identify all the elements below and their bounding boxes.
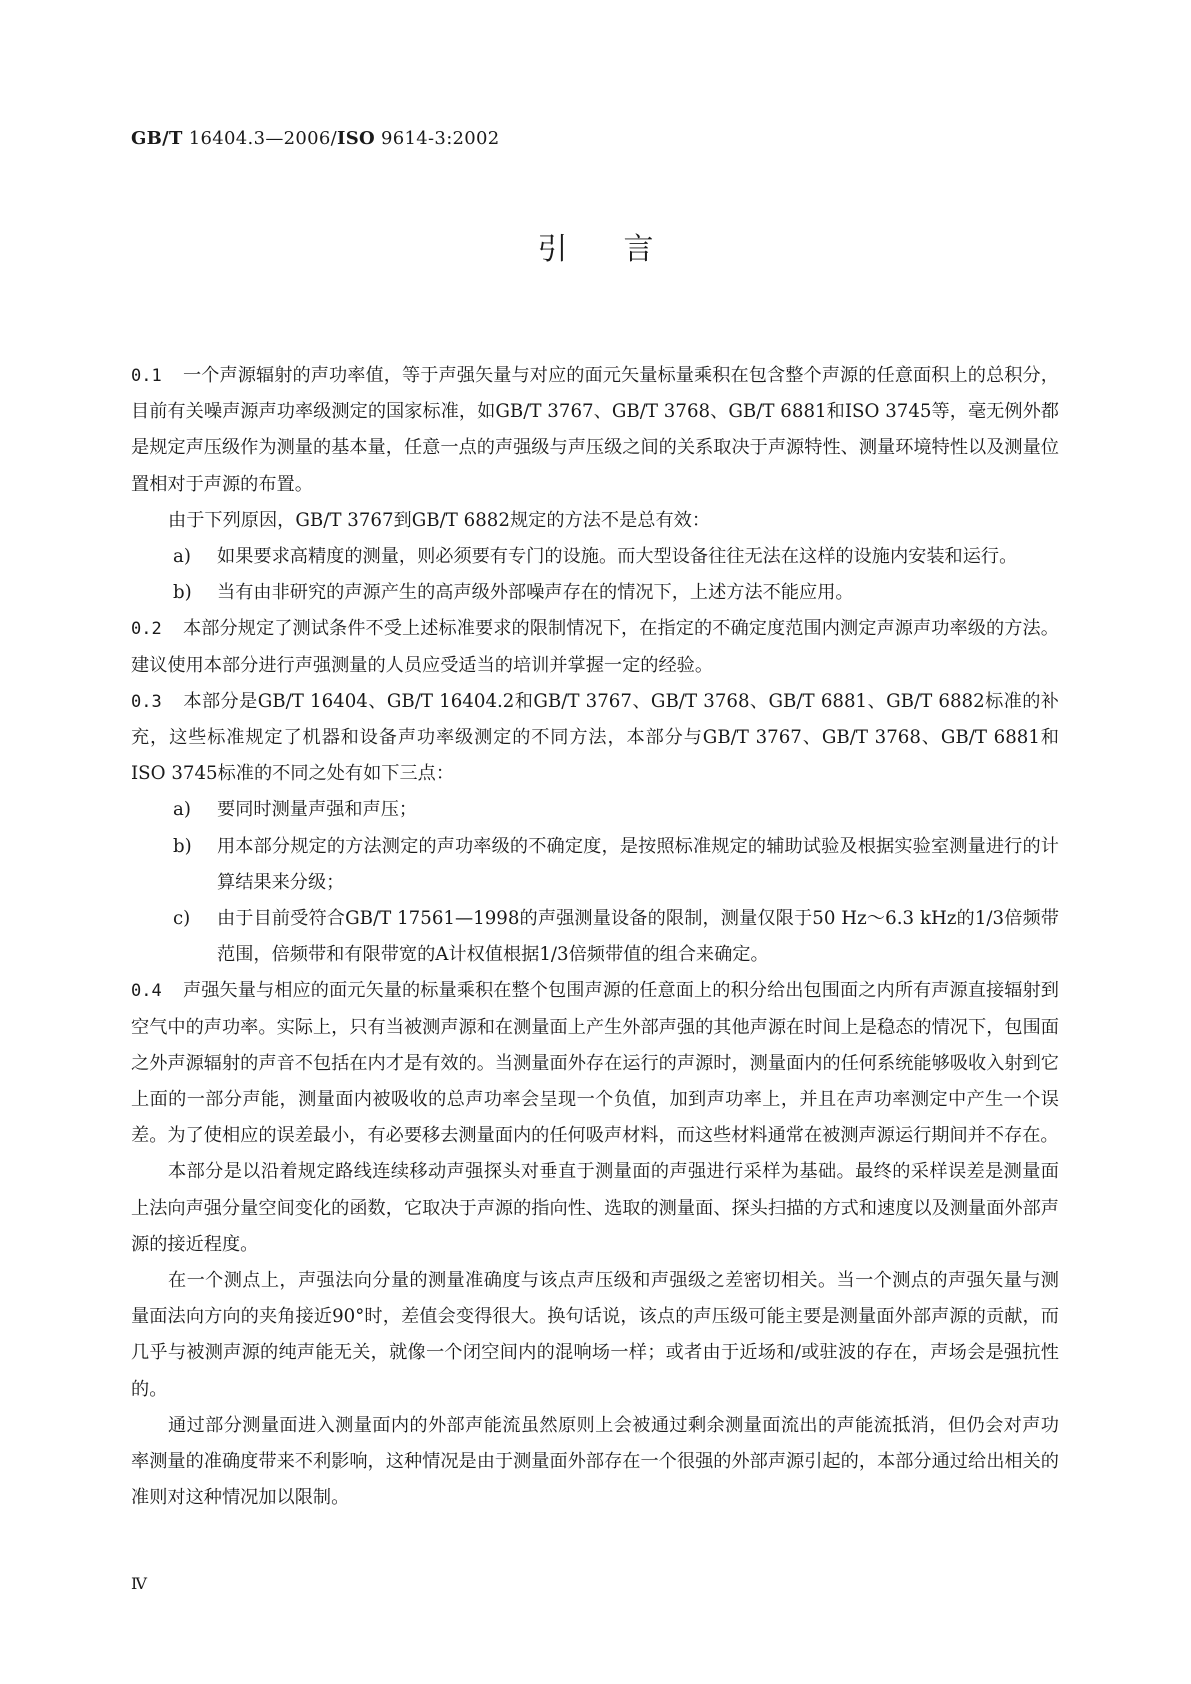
clause-0-4-paragraph-4: 通过部分测量面进入测量面内的外部声能流虽然原则上会被通过剩余测量面流出的声能流抵消，但仍会对声功率测量的准确度带来不利影响，这种情况是由于测量面外部存在一个很强的外部声源引起的，本部分通过给出相关的准则对这种情况加以限制。: [131, 1414, 1059, 1509]
list-item-text: 由于目前受符合GB/T 17561—1998的声强测量设备的限制，测量仅限于50 Hz～6.3 kHz的1/3倍频带范围，倍频带和有限带宽的A计权值根据1/3倍频带值的组合来确定。: [217, 908, 1059, 966]
list-item-text: 用本部分规定的方法测定的声功率级的不确定度，是按照标准规定的辅助试验及根据实验室测量进行的计算结果来分级；: [217, 835, 1059, 893]
list-item-text: 如果要求高精度的测量，则必须要有专门的设施。而大型设备往往无法在这样的设施内安装和运行。: [217, 546, 1018, 568]
list-item-text: 要同时测量声强和声压；: [217, 799, 418, 821]
clause-0-4-paragraph-2: 本部分是以沿着规定路线连续移动声强探头对垂直于测量面的声强进行采样为基础。最终的采样误差是测量面上法向声强分量空间变化的函数，它取决于声源的指向性、选取的测量面、探头扫描的方式和速度以及测量面外部声源的接近程度。: [131, 1161, 1059, 1255]
std-prefix: GB/T: [131, 128, 183, 149]
list-item: [131, 539, 1059, 575]
list-item: [131, 829, 1059, 901]
list-marker: b): [173, 582, 192, 604]
list-marker: a): [173, 546, 191, 568]
clause-0-3: [131, 684, 1059, 793]
list-marker: a): [173, 799, 191, 821]
list-item: [131, 575, 1059, 611]
list-marker: c): [173, 908, 191, 930]
clause-text: 本部分是GB/T 16404、GB/T 16404.2和GB/T 3767、GB/T 3768、GB/T 6881、GB/T 6882标准的补充，这些标准规定了机器和设备声功率级测定的不同方法，本部分与GB/T 3767、GB/T 3768、GB/T 6881和ISO 3745标准的不同之处有如下三点：: [131, 690, 1059, 785]
clause-number: 0.3: [131, 691, 162, 712]
list-item: [131, 901, 1059, 973]
iso-number: 9614-3:2002: [381, 128, 500, 149]
clause-number: 0.2: [131, 619, 162, 640]
clause-0-1-intro: 由于下列原因，GB/T 3767到GB/T 6882规定的方法不是总有效：: [168, 509, 711, 531]
clause-0-4-paragraph-3: 在一个测点上，声强法向分量的测量准确度与该点声压级和声强级之差密切相关。当一个测点的声强矢量与测量面法向方向的夹角接近90°时，差值会变得很大。换句话说，该点的声压级可能主要是测量面外部声源的贡献，而几乎与被测声源的纯声能无关，就像一个闭空间内的混响场一样；或者由于近场和/或驻波的存在，声场会是强抗性的。: [131, 1270, 1059, 1400]
clause-number: 0.4: [131, 981, 162, 1002]
standard-header: [131, 128, 500, 149]
clause-text: 声强矢量与相应的面元矢量的标量乘积在整个包围声源的任意面上的积分给出包围面之内所有声源直接辐射到空气中的声功率。实际上，只有当被测声源和在测量面上产生外部声强的其他声源在时间上是稳态的情况下，包围面之外声源辐射的声音不包括在内才是有效的。当测量面外存在运行的声源时，测量面内的任何系统能够吸收入射到它上面的一部分声能，测量面内被吸收的总声功率会呈现一个负值，加到声功率上，并且在声功率测定中产生一个误差。为了使相应的误差最小，有必要移去测量面内的任何吸声材料，而这些材料通常在被测声源运行期间并不存在。: [131, 980, 1059, 1147]
clause-0-4: [131, 973, 1059, 1154]
clause-number: 0.1: [131, 366, 162, 386]
page-number: Ⅳ: [131, 1574, 147, 1593]
list-item: [131, 792, 1059, 828]
clause-0-2: [131, 611, 1059, 683]
clause-text: 本部分规定了测试条件不受上述标准要求的限制情况下，在指定的不确定度范围内测定声源声功率级的方法。建议使用本部分进行声强测量的人员应受适当的培训并掌握一定的经验。: [131, 618, 1059, 676]
iso-prefix: ISO: [337, 128, 376, 149]
document-body: [131, 358, 1059, 1517]
std-number: 16404.3—2006/: [188, 128, 338, 149]
page-title: 引言: [537, 232, 710, 267]
clause-0-1: [131, 358, 1059, 503]
clause-text: 一个声源辐射的声功率值，等于声强矢量与对应的面元矢量标量乘积在包含整个声源的任意面积上的总积分，目前有关噪声源声功率级测定的国家标准，如GB/T 3767、GB/T 3768、GB/T 6881和ISO 3745等，毫无例外都是规定声压级作为测量的基本量，任意一点的声强级与声压级之间的关系取决于声源特性、测量环境特性以及测量位置相对于声源的布置。: [131, 365, 1059, 495]
list-marker: b): [173, 835, 192, 857]
list-item-text: 当有由非研究的声源产生的高声级外部噪声存在的情况下，上述方法不能应用。: [217, 582, 854, 604]
